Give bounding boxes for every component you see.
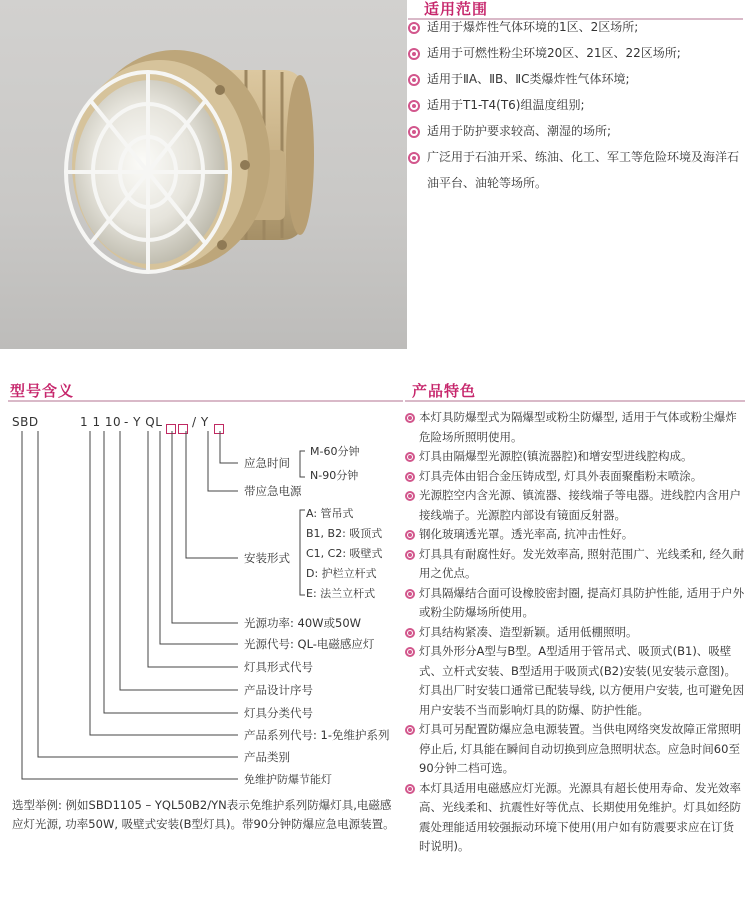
- source-label: 光源代号: QL-电磁感应灯: [244, 637, 375, 651]
- scope-list: [408, 14, 743, 196]
- emergency-time-opt: N-90分钟: [310, 469, 359, 482]
- list-item: 适用于防护要求较高、潮湿的场所;: [408, 118, 743, 144]
- list-item: 灯具隔爆结合面可设橡胶密封圈, 提高灯具防护性能, 适用于户外或粉尘防爆场所使用。: [405, 584, 745, 623]
- list-item: 本灯具防爆型式为隔爆型或粉尘防爆型, 适用于气体或粉尘爆炸危险场所照明使用。: [405, 408, 745, 447]
- code-prefix: SBD: [12, 415, 39, 429]
- install-opt: C1, C2: 吸壁式: [306, 547, 383, 560]
- emergency-time-label: 应急时间: [244, 456, 290, 470]
- ring-bullet-icon: [408, 100, 420, 112]
- emergency-power-label: 带应急电源: [244, 484, 302, 498]
- list-item: 本灯具适用电磁感应灯光源。光源具有超长使用寿命、发光效率高、光线柔和、抗震性好等优点、长期使用免维护。灯具如经防震处理能适用较强振动环境下使用(用户如有防震要求应在订货时说明)。: [405, 779, 745, 857]
- model-title: 型号含义: [10, 382, 75, 400]
- list-item: 灯具壳体由铝合金压铸成型, 灯具外表面聚酯粉末喷涂。: [405, 467, 745, 487]
- ring-bullet-icon: [405, 647, 415, 657]
- product-photo: [0, 0, 407, 349]
- features-title-underline: [405, 400, 745, 402]
- ring-bullet-icon: [408, 126, 420, 138]
- code-slash-y: / Y: [192, 415, 209, 429]
- form-label: 灯具形式代号: [244, 660, 313, 674]
- ring-bullet-icon: [405, 452, 415, 462]
- code-digits: 1 1 10: [80, 415, 122, 429]
- ring-bullet-icon: [405, 491, 415, 501]
- explosion-proof-lamp-image: [0, 0, 407, 349]
- design-label: 产品设计序号: [244, 683, 313, 697]
- selection-example: 选型举例: 例如SBD1105 – YQL50B2/YN表示免维护系列防爆灯具,电磁感应灯光源, 功率50W, 吸壁式安装(B型灯具)。带90分钟防爆应急电源装置。: [12, 798, 395, 831]
- ring-bullet-icon: [408, 22, 420, 34]
- install-opt: D: 护栏立杆式: [306, 567, 377, 580]
- power-label: 光源功率: 40W或50W: [244, 616, 362, 630]
- emergency-time-opt: M-60分钟: [310, 445, 360, 458]
- list-item: 适用于爆炸性气体环境的1区、2区场所;: [408, 14, 743, 40]
- list-item: 钢化玻璃透光罩。透光率高, 抗冲击性好。: [405, 525, 745, 545]
- ring-bullet-icon: [405, 589, 415, 599]
- category-label: 产品类别: [244, 750, 290, 764]
- ring-bullet-icon: [405, 628, 415, 638]
- scope-title: 适用范围: [424, 0, 489, 18]
- list-item: 适用于T1-T4(T6)组温度组别;: [408, 92, 743, 118]
- list-item: 适用于可燃性粉尘环境20区、21区、22区场所;: [408, 40, 743, 66]
- features-list: [405, 408, 745, 857]
- ring-bullet-icon: [408, 74, 420, 86]
- list-item: 灯具外形分A型与B型。A型适用于管吊式、吸顶式(B1)、吸壁式、立杆式安装、B型适用于吸顶式(B2)安装(见安装示意图)。灯具出厂时安装口通常已配装导线, 以方便用户安装, 也可避免因用户安装不当而影响灯具的防爆、防护性能。: [405, 642, 745, 720]
- ring-bullet-icon: [405, 784, 415, 794]
- ring-bullet-icon: [405, 725, 415, 735]
- list-item: 广泛用于石油开采、练油、化工、军工等危险环境及海洋石油平台、油轮等场所。: [408, 144, 743, 196]
- install-opt: B1, B2: 吸顶式: [306, 527, 383, 540]
- ring-bullet-icon: [408, 152, 420, 164]
- ring-bullet-icon: [405, 413, 415, 423]
- series-label: 产品系列代号: 1-免维护系列: [244, 728, 390, 742]
- list-item: 灯具由隔爆型光源腔(镇流器腔)和增安型进线腔构成。: [405, 447, 745, 467]
- features-title: 产品特色: [412, 382, 477, 400]
- list-item: 适用于ⅡA、ⅡB、ⅡC类爆炸性气体环境;: [408, 66, 743, 92]
- list-item: 灯具可另配置防爆应急电源装置。当供电网络突发故障正常照明停止后, 灯具能在瞬间自动切换到应急照明状态。应急时间60至90分钟二档可选。: [405, 720, 745, 779]
- ring-bullet-icon: [408, 48, 420, 60]
- model-title-underline: [8, 400, 403, 402]
- code-yql: - Y QL: [124, 415, 163, 429]
- install-label: 安装形式: [244, 551, 290, 565]
- ring-bullet-icon: [405, 550, 415, 560]
- list-item: 灯具具有耐腐性好。发光效率高, 照射范围广、光线柔和, 经久耐用之优点。: [405, 545, 745, 584]
- install-opt: E: 法兰立杆式: [306, 587, 376, 600]
- list-item: 光源腔空内含光源、镇流器、接线端子等电器。进线腔内含用户接线端子。光源腔内部设有镜面反射器。: [405, 486, 745, 525]
- install-opt: A: 管吊式: [306, 507, 354, 520]
- product-name: 免维护防爆节能灯: [244, 773, 332, 786]
- ring-bullet-icon: [405, 530, 415, 540]
- list-item: 灯具结构紧凑、造型新颖。适用低棚照明。: [405, 623, 745, 643]
- model-code-diagram: [0, 405, 405, 790]
- ring-bullet-icon: [405, 472, 415, 482]
- class-label: 灯具分类代号: [244, 706, 313, 720]
